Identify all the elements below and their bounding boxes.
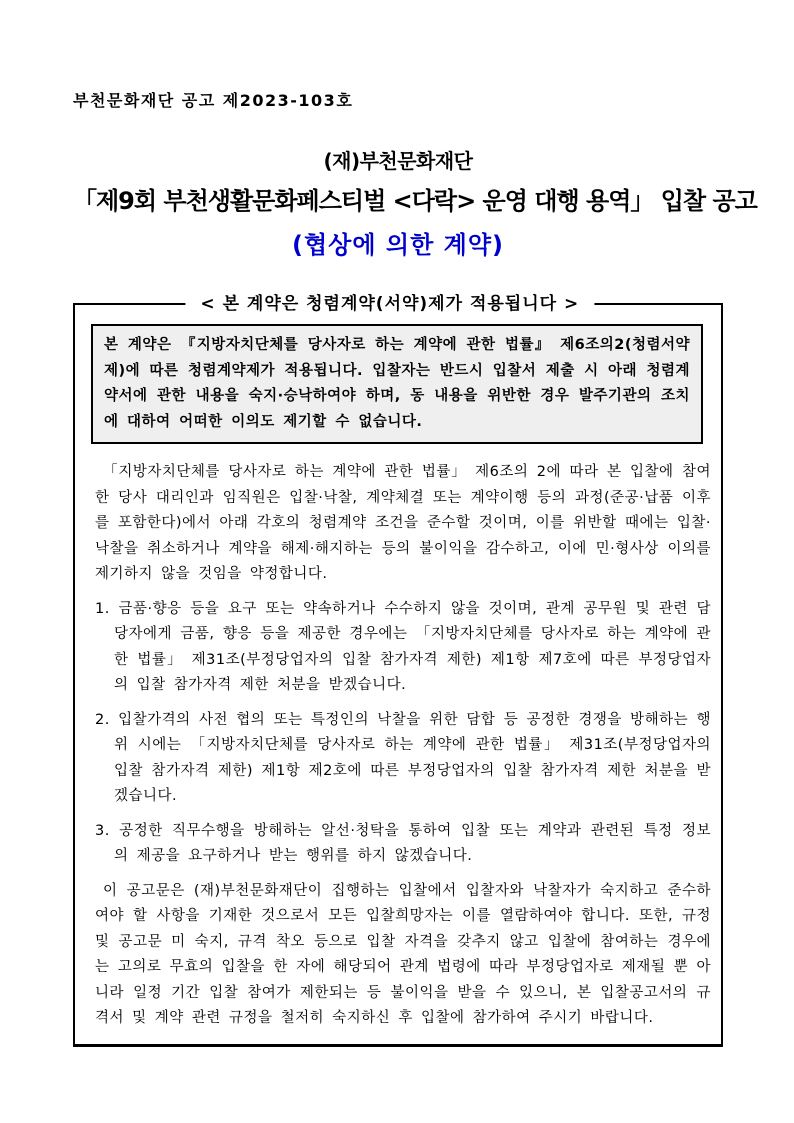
bid-announcement-title: 「제9회 부천생활문화페스티벌 <다락> 운영 대행 용역」 입찰 공고 [73, 187, 757, 215]
integrity-intro-paragraph: 「지방자치단체를 당사자로 하는 계약에 관한 법률」 제6조의 2에 따라 본 입찰에 참여한 당사 대리인과 임직원은 입찰·낙찰, 계약체결 또는 계약이행 등의 과정(준공·납품 이후를 포함한다)에서 아래 각호의 청렴계약 조건을 준수할 것이며, 이를 위반할 때에는 입찰·낙찰을 취소하거나 계약을 해제·해지하는 등의 불이익을 감수하고, 이에 민·형사상 이의를 제기하지 않을 것임을 약정합니다. [95, 464, 711, 582]
integrity-contract-box [73, 294, 723, 1047]
contract-type-subtitle: (협상에 의한 계약) [292, 231, 504, 259]
organization-title: (재)부천문화재단 [323, 149, 473, 173]
integrity-closing-paragraph: 이 공고문은 (재)부천문화재단이 집행하는 입찰에서 입찰자와 낙찰자가 숙지하고 준수하여야 할 사항을 기재한 것으로서 모든 입찰희망자는 이를 열람하여야 합니다. 또한, 규정 및 공고문 미 숙지, 규격 착오 등으로 입찰 자격을 갖추지 않고 입찰에 참여하는 경우에는 고의로 무효의 입찰을 한 자에 해당되어 관계 법령에 따라 부정당업자로 제재될 뿐 아니라 일정 기간 입찰 참여가 제한되는 등 불이익을 받을 수 있으니, 본 입찰공고서의 규격서 및 계약 관련 규정을 철저히 숙지하신 후 입찰에 참가하여 주시기 바랍니다. [95, 882, 711, 1026]
doc-number: 부천문화재단 공고 제2023-103호 [73, 91, 354, 110]
integrity-item-1: 1. 금품·향응 등을 요구 또는 약속하거나 수수하지 않을 것이며, 관계 공무원 및 관련 담당자에게 금품, 향응 등을 제공한 경우에는 「지방자치단체를 당사자로 하는 계약에 관한 법률」 제31조(부정당업자의 입찰 참가자격 제한) 제1항 제7호에 따른 부정당업자의 입찰 참가자격 제한 처분을 받겠습니다. [95, 600, 711, 693]
title-block [73, 145, 757, 260]
integrity-item-3: 3. 공정한 직무수행을 방해하는 알선·청탁을 통하여 입찰 또는 계약과 관련된 특정 정보의 제공을 요구하거나 받는 행위를 하지 않겠습니다. [95, 822, 711, 864]
integrity-box-legend: < 본 계약은 청렴계약(서약)제가 적용됩니다 > [185, 292, 594, 316]
integrity-notice-box: 본 계약은 『지방자치단체를 당사자로 하는 계약에 관한 법률』 제6조의2(청렴서약제)에 따른 청렴계약제가 적용됩니다. 입찰자는 반드시 입찰서 제출 시 아래 청렴계약서에 관한 내용을 숙지·승낙하여야 하며, 동 내용을 위반한 경우 발주기관의 조치에 대하여 어떠한 이의도 제기할 수 없습니다. [91, 324, 703, 444]
integrity-item-2: 2. 입찰가격의 사전 협의 또는 특정인의 낙찰을 위한 담합 등 공정한 경쟁을 방해하는 행위 시에는 「지방자치단체를 당사자로 하는 계약에 관한 법률」 제31조(부정당업자의 입찰 참가자격 제한) 제1항 제2호에 따른 부정당업자의 입찰 참가자격 제한 처분을 받겠습니다. [95, 711, 711, 804]
